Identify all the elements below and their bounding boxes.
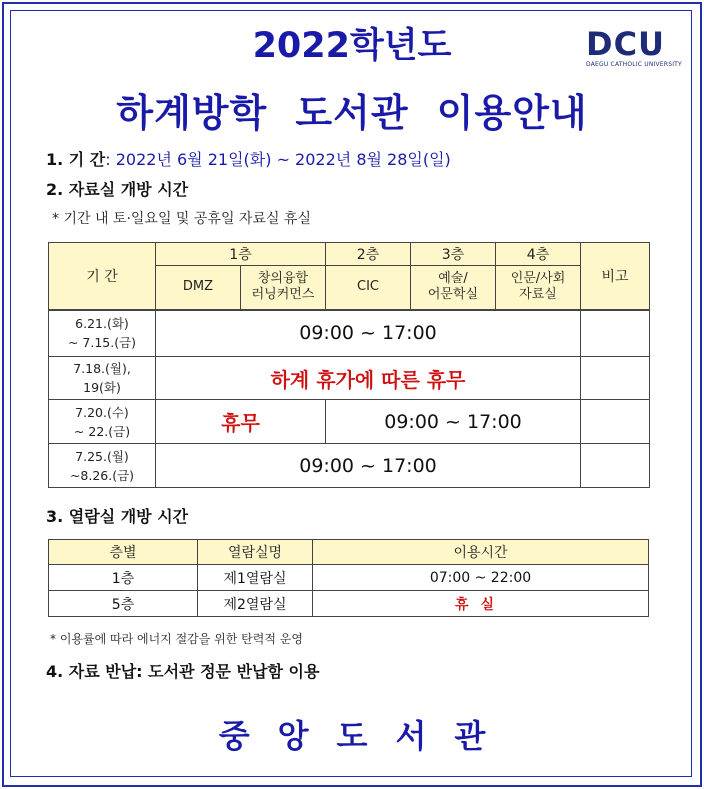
floor2-header: 2층 [326,243,411,266]
logo-text: DCU [586,25,666,63]
hours-column-header: 이용시간 [313,540,649,565]
row4-hours: 09:00 ~ 17:00 [156,444,581,488]
rr2-closed: 휴실 [313,591,649,617]
room-cic: CIC [326,266,411,310]
reading-room-table [48,539,649,617]
section-reading-room-title: 3. 열람실 개방 시간 [46,507,189,526]
room-dmz: DMZ [156,266,241,310]
section-library-hours-title: 2. 자료실 개방 시간 [46,180,189,199]
title-main: 하계방학 도서관 이용안내 [116,91,588,135]
row1-date: 6.21.(화) ~ 7.15.(금) [49,310,156,357]
row3-date: 7.20.(수) ~ 22.(금) [49,400,156,444]
title-year: 2022학년도 [252,26,452,66]
row2-date: 7.18.(월), 19(화) [49,357,156,400]
rr1-hours: 07:00 ~ 22:00 [313,565,649,591]
room-creative-commons: 창의융합 러닝커먼스 [241,266,326,310]
period-value: : 2022년 6월 21일(화) ~ 2022년 8월 28일(일) [105,150,451,169]
floor4-header: 4층 [496,243,581,266]
room-humanities-social: 인문/사회 자료실 [496,266,581,310]
section-period [46,147,451,170]
rr2-room: 제2열람실 [198,591,313,617]
row1-hours: 09:00 ~ 17:00 [156,310,581,357]
footer-central-library: 중앙도서관 [218,717,514,755]
room-arts-language: 예술/ 어문학실 [411,266,496,310]
floor-column-header: 층별 [49,540,198,565]
rr1-floor: 1층 [49,565,198,591]
reading-room-note: * 이용률에 따라 에너지 절감을 위한 탄력적 운영 [50,632,303,646]
rr2-floor: 5층 [49,591,198,617]
row3-hours: 09:00 ~ 17:00 [326,400,581,444]
remarks-header: 비고 [581,243,650,310]
logo-subtext: DAEGU CATHOLIC UNIVERSITY [586,61,682,68]
row1-remarks [581,310,650,357]
period-header: 기 간 [49,243,156,310]
row4-date: 7.25.(월) ~8.26.(금) [49,444,156,488]
row2-closed-notice: 하계 휴가에 따른 휴무 [156,357,581,400]
row4-remarks [581,444,650,488]
floor1-header: 1층 [156,243,326,266]
dcu-logo [586,25,682,75]
library-hours-note: * 기간 내 토·일요일 및 공휴일 자료실 휴실 [52,211,311,227]
floor3-header: 3층 [411,243,496,266]
section-book-return: 4. 자료 반납: 도서관 정문 반납함 이용 [46,662,320,681]
rr1-room: 제1열람실 [198,565,313,591]
room-column-header: 열람실명 [198,540,313,565]
library-hours-table [48,242,650,488]
row3-closed: 휴무 [156,400,326,444]
row2-remarks [581,357,650,400]
period-label: 1. 기 간 [46,150,106,169]
row3-remarks [581,400,650,444]
